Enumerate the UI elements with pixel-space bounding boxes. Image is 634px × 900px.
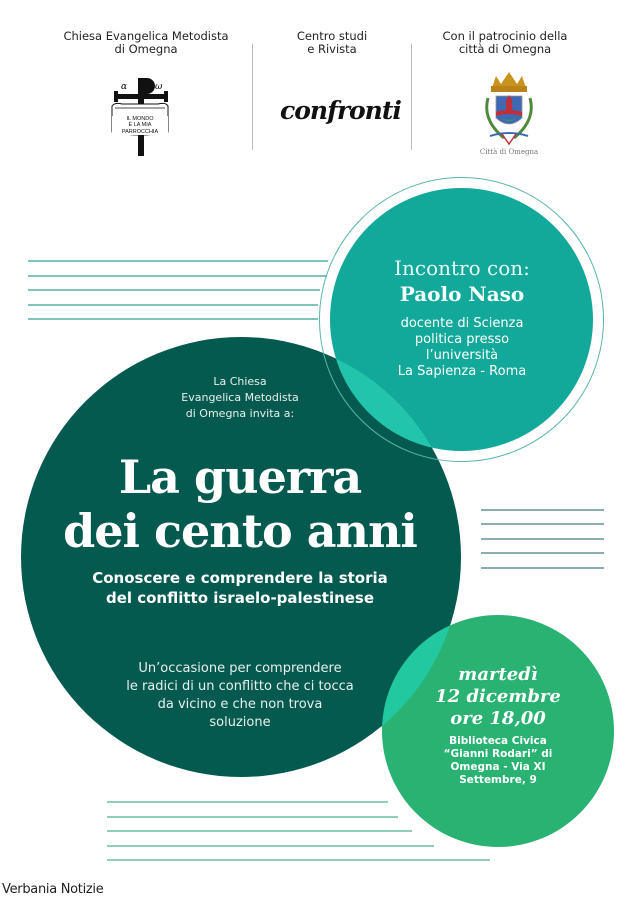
header-patrocinio [430, 30, 580, 56]
decorative-line [107, 845, 434, 847]
speaker-intro: Incontro con: [394, 256, 530, 280]
decorative-line [481, 509, 604, 511]
decorative-line [28, 260, 328, 262]
decorative-line [481, 567, 604, 569]
decorative-line [481, 523, 604, 525]
decorative-line [481, 538, 604, 540]
chi-rho-cross-icon [105, 72, 175, 158]
header-centro-line1: Centro studi [296, 29, 368, 43]
header-church-line1: Chiesa Evangelica Metodista [63, 29, 229, 43]
event-description: Un’occasione per comprendere le radici di un conflitto che ci tocca da vicino e che non trova soluzione [126, 661, 354, 730]
header-divider [252, 44, 253, 150]
coat-of-arms-icon [476, 68, 542, 148]
omegna-coat-of-arms [476, 68, 542, 162]
event-date: 12 dicembre [435, 686, 561, 707]
event-title-line1: La guerra [118, 450, 362, 504]
logo-scroll-text: IL MONDO È LA MIA PARROCCHIA [112, 116, 168, 135]
alpha-glyph: α [121, 82, 128, 92]
header-church [56, 30, 236, 56]
decorative-line [107, 816, 398, 818]
header-patrocinio-line2: città di Omegna [458, 42, 552, 56]
decorative-line [107, 830, 412, 832]
invite-text: La Chiesa Evangelica Metodista di Omegna invita a: [181, 375, 299, 420]
speaker-role: docente di Scienza politica presso l’università La Sapienza - Roma [397, 316, 527, 379]
event-datetime [410, 664, 586, 730]
header-divider [411, 44, 412, 150]
event-time: ore 18,00 [450, 708, 546, 729]
decorative-line [107, 801, 388, 803]
event-subtitle: Conoscere e comprendere la storia del conflitto israelo-palestinese [92, 569, 388, 607]
decorative-line [28, 289, 320, 291]
header-centro [272, 30, 392, 56]
header-patrocinio-line1: Con il patrocinio della [442, 29, 568, 43]
decorative-line [28, 318, 318, 320]
decorative-line [28, 304, 318, 306]
event-venue: Biblioteca Civica “Gianni Rodari” di Omegna - Via XI Settembre, 9 [443, 735, 553, 786]
confronti-logo: confronti [280, 96, 401, 125]
source-watermark: Verbania Notizie [2, 882, 104, 897]
coat-of-arms-caption: Città di Omegna [479, 148, 539, 156]
decorative-line [28, 275, 326, 277]
omega-glyph: ω [155, 82, 163, 92]
event-title [30, 450, 450, 558]
decorative-line [481, 552, 604, 554]
decorative-line [107, 859, 490, 861]
event-title-line2: dei cento anni [63, 504, 417, 558]
speaker-name: Paolo Naso [399, 282, 525, 306]
header-centro-line2: e Rivista [307, 42, 357, 56]
event-day: martedì [458, 664, 538, 685]
header-church-line2: di Omegna [114, 42, 178, 56]
methodist-cross-logo [105, 72, 175, 158]
